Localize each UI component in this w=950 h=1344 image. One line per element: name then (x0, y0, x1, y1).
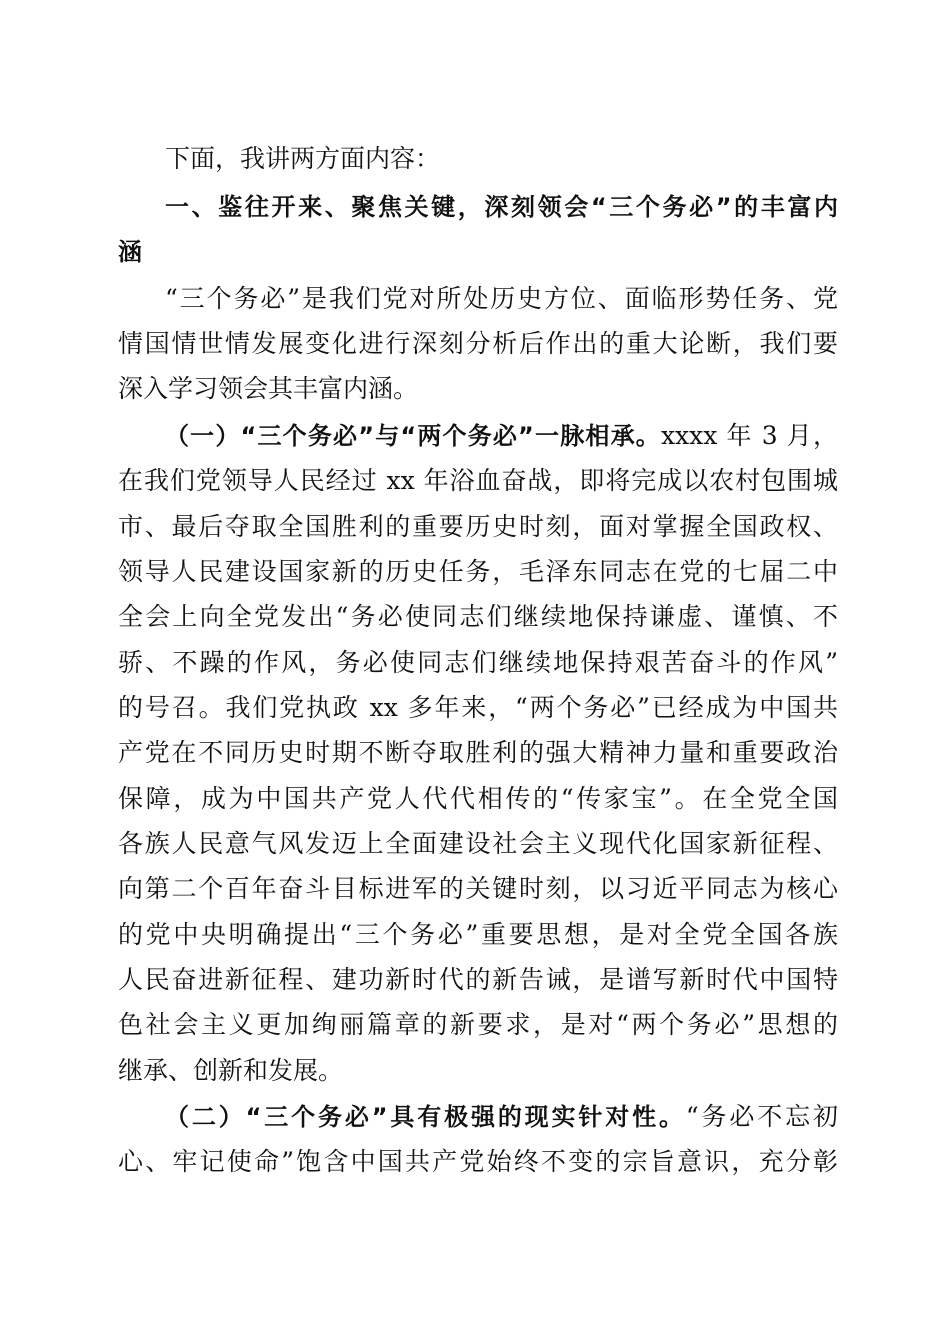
section-1-line: 各族人民意气风发迈上全面建设社会主义现代化国家新征程、 (118, 829, 838, 858)
section-1-line: 的号召。我们党执政 xx 多年来，“两个务必”已经成为中国共 (118, 693, 838, 722)
section-1-first-rest: xxxx 年 3 月， (660, 421, 838, 450)
section-1-line: 在我们党领导人民经过 xx 年浴血奋战，即将完成以农村包围城 (118, 466, 838, 495)
section-2-line: 心、牢记使命”饱含中国共产党始终不变的宗旨意识，充分彰 (118, 1147, 838, 1176)
para-1-line-1: “三个务必”是我们党对所处历史方位、面临形势任务、党 (165, 284, 838, 313)
para-1-line-3: 深入学习领会其丰富内涵。 (118, 374, 419, 403)
section-1-line: 产党在不同历史时期不断夺取胜利的强大精神力量和重要政治 (118, 738, 838, 767)
section-1-line: 保障，成为中国共产党人代代相传的“传家宝”。在全党全国 (118, 784, 838, 813)
section-2-first-rest: “务必不忘初 (685, 1102, 839, 1131)
section-1-line: 色社会主义更加绚丽篇章的新要求，是对“两个务必”思想的 (118, 1010, 838, 1039)
section-1-line: 的党中央明确提出“三个务必”重要思想，是对全党全国各族 (118, 920, 838, 949)
section-1-line: 领导人民建设国家新的历史任务，毛泽东同志在党的七届二中 (118, 557, 838, 586)
section-1-line: 向第二个百年奋斗目标进军的关键时刻，以习近平同志为核心 (118, 874, 838, 903)
heading-1-line-2: 涵 (118, 238, 142, 266)
section-1-line: 骄、不躁的作风，务必使同志们继续地保持艰苦奋斗的作风” (118, 648, 838, 677)
section-1-heading: （一）“三个务必”与“两个务必”一脉相承。 (165, 422, 661, 450)
section-1-first-line (165, 414, 838, 458)
section-2-heading: （二）“三个务必”具有极强的现实针对性。 (165, 1103, 686, 1131)
section-1-line: 继承、创新和发展。 (118, 1056, 344, 1085)
section-1-line: 市、最后夺取全国胜利的重要历史时刻，面对掌握全国政权、 (118, 512, 838, 541)
intro-text: 下面，我讲两方面内容： (165, 144, 441, 173)
para-1-line-2: 情国情世情发展变化进行深刻分析后作出的重大论断，我们要 (118, 329, 838, 358)
section-1-line: 人民奋进新征程、建功新时代的新告诫，是谱写新时代中国特 (118, 965, 838, 994)
heading-1-line-1: 一、鉴往开来、聚焦关键，深刻领会“三个务必”的丰富内 (165, 193, 838, 221)
section-2-first-line (165, 1095, 838, 1139)
section-1-line: 全会上向全党发出“务必使同志们继续地保持谦虚、谨慎、不 (118, 602, 838, 631)
